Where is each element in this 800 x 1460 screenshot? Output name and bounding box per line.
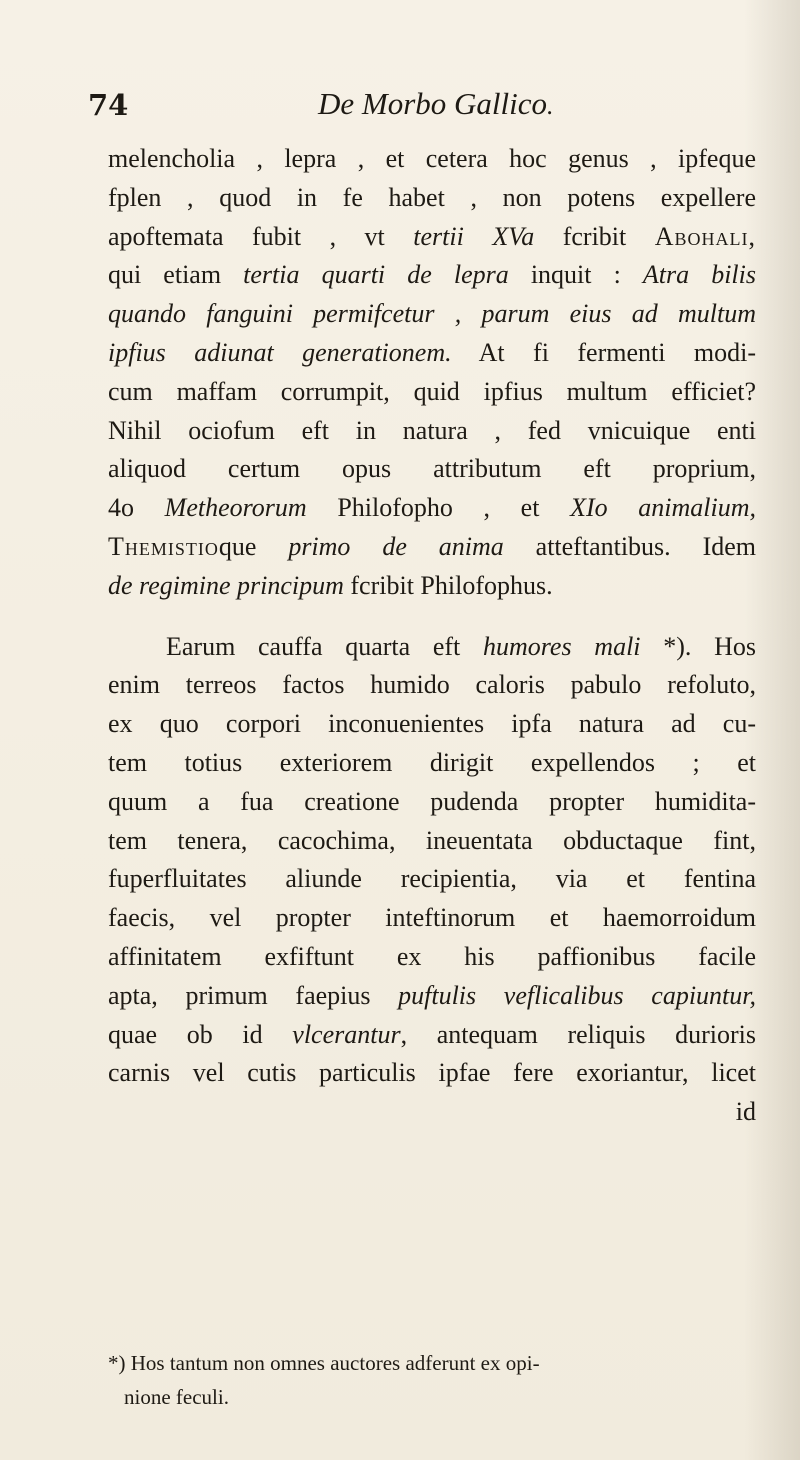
italic-text: primo de anima <box>288 531 504 561</box>
body-text <box>108 140 756 1132</box>
running-title-text: De Morbo Gallico <box>318 86 548 121</box>
text-line <box>108 218 756 257</box>
italic-text: de regimine principum <box>108 570 344 600</box>
text-run: At fi fermenti modi- <box>451 337 756 367</box>
running-title <box>318 86 554 122</box>
text-run: ex quo corpori inconuenientes ipfa natura ad cu- <box>108 709 756 739</box>
catchword-text: id <box>735 1097 756 1127</box>
footnote-line: *) Hos tantum non omnes auctores adferunt ex opi- <box>108 1351 540 1375</box>
page-header <box>88 88 728 132</box>
small-caps-name: Themistio <box>108 531 219 561</box>
text-line <box>108 528 756 567</box>
footnote-line: nione feculi. <box>124 1385 229 1409</box>
text-run: quum a fua creatione pudenda propter humidita- <box>108 786 756 816</box>
text-line <box>108 179 756 218</box>
text-run: Nihil ociofum eft in natura , fed vnicuique enti <box>108 415 756 445</box>
text-run: affinitatem exfiftunt ex his paffionibus facile <box>108 941 756 971</box>
text-line <box>108 373 756 412</box>
text-run: que <box>218 531 289 561</box>
italic-text: humores mali <box>483 631 641 661</box>
text-run: , antequam reliquis durioris <box>400 1019 756 1049</box>
text-line <box>108 256 756 295</box>
text-run: fplen , quod in fe habet , non potens expellere <box>108 182 756 212</box>
text-line <box>108 412 756 451</box>
italic-text: Atra bilis <box>642 260 756 290</box>
text-line <box>108 938 756 977</box>
text-run: *). Hos <box>640 631 757 661</box>
text-run: apoftemata fubit , vt <box>108 221 414 251</box>
italic-text: ipfius adiunat generationem. <box>108 337 452 367</box>
small-caps-name: Abohali, <box>654 221 757 251</box>
text-run: inquit : <box>508 260 643 290</box>
text-run: fuperfluitates aliunde recipientia, via et fentina <box>108 864 756 894</box>
text-line <box>108 334 756 373</box>
text-line <box>108 744 756 783</box>
text-line <box>108 489 756 528</box>
text-line <box>108 705 756 744</box>
italic-text: tertia quarti de lepra <box>243 260 509 290</box>
text-line <box>108 822 756 861</box>
text-line <box>108 1016 756 1055</box>
text-line <box>108 977 756 1016</box>
text-run: tem tenera, cacochima, ineuentata obductaque fint, <box>108 825 756 855</box>
text-run: fcribit Philofophus. <box>343 570 553 600</box>
paragraph-1 <box>108 140 756 606</box>
text-run: enim terreos factos humido caloris pabulo refoluto, <box>108 670 756 700</box>
text-line <box>108 666 756 705</box>
page-number: 74 <box>88 88 129 122</box>
text-line <box>108 628 756 667</box>
text-run: cum maffam corrumpit, quid ipfius multum efficiet? <box>108 376 756 406</box>
text-line <box>108 899 756 938</box>
italic-text: vlcerantur <box>292 1019 401 1049</box>
text-line <box>108 295 756 334</box>
italic-text: puftulis veflicalibus capiuntur, <box>398 980 757 1010</box>
text-run: melencholia , lepra , et cetera hoc genus , ipfeque <box>108 144 756 173</box>
italic-text: XIo animalium, <box>570 493 757 523</box>
text-run: qui etiam <box>108 260 244 290</box>
footnote <box>108 1346 748 1414</box>
text-line <box>108 1054 756 1093</box>
catchword <box>108 1093 756 1132</box>
text-run: fcribit <box>534 221 655 251</box>
text-run: atteftantibus. Idem <box>503 531 756 561</box>
text-run: 4o <box>108 493 165 523</box>
text-line <box>108 860 756 899</box>
italic-text: quando fanguini permifcetur , parum eius ad multum <box>108 299 756 329</box>
text-run: quae ob id <box>108 1019 293 1049</box>
running-title-suffix: . <box>547 91 554 120</box>
text-run: tem totius exteriorem dirigit expellendos ; et <box>108 747 756 777</box>
paragraph-gap <box>108 606 756 628</box>
text-run: Philofopho , et <box>306 493 571 523</box>
italic-text: a <box>521 221 535 251</box>
text-run: carnis vel cutis particulis ipfae fere exoriantur, licet <box>108 1058 756 1088</box>
paragraph-2 <box>108 628 756 1094</box>
text-run: apta, primum faepius <box>108 980 399 1010</box>
text-line <box>108 140 756 179</box>
text-line <box>108 450 756 489</box>
text-line <box>108 783 756 822</box>
text-run: aliquod certum opus attributum eft proprium, <box>108 454 756 484</box>
text-run: Earum cauffa quarta eft <box>166 631 483 661</box>
text-line <box>108 567 756 606</box>
italic-text: tertii XV <box>413 221 522 251</box>
italic-text: Metheororum <box>164 493 307 523</box>
text-run: faecis, vel propter inteftinorum et haemorroidum <box>108 903 756 933</box>
